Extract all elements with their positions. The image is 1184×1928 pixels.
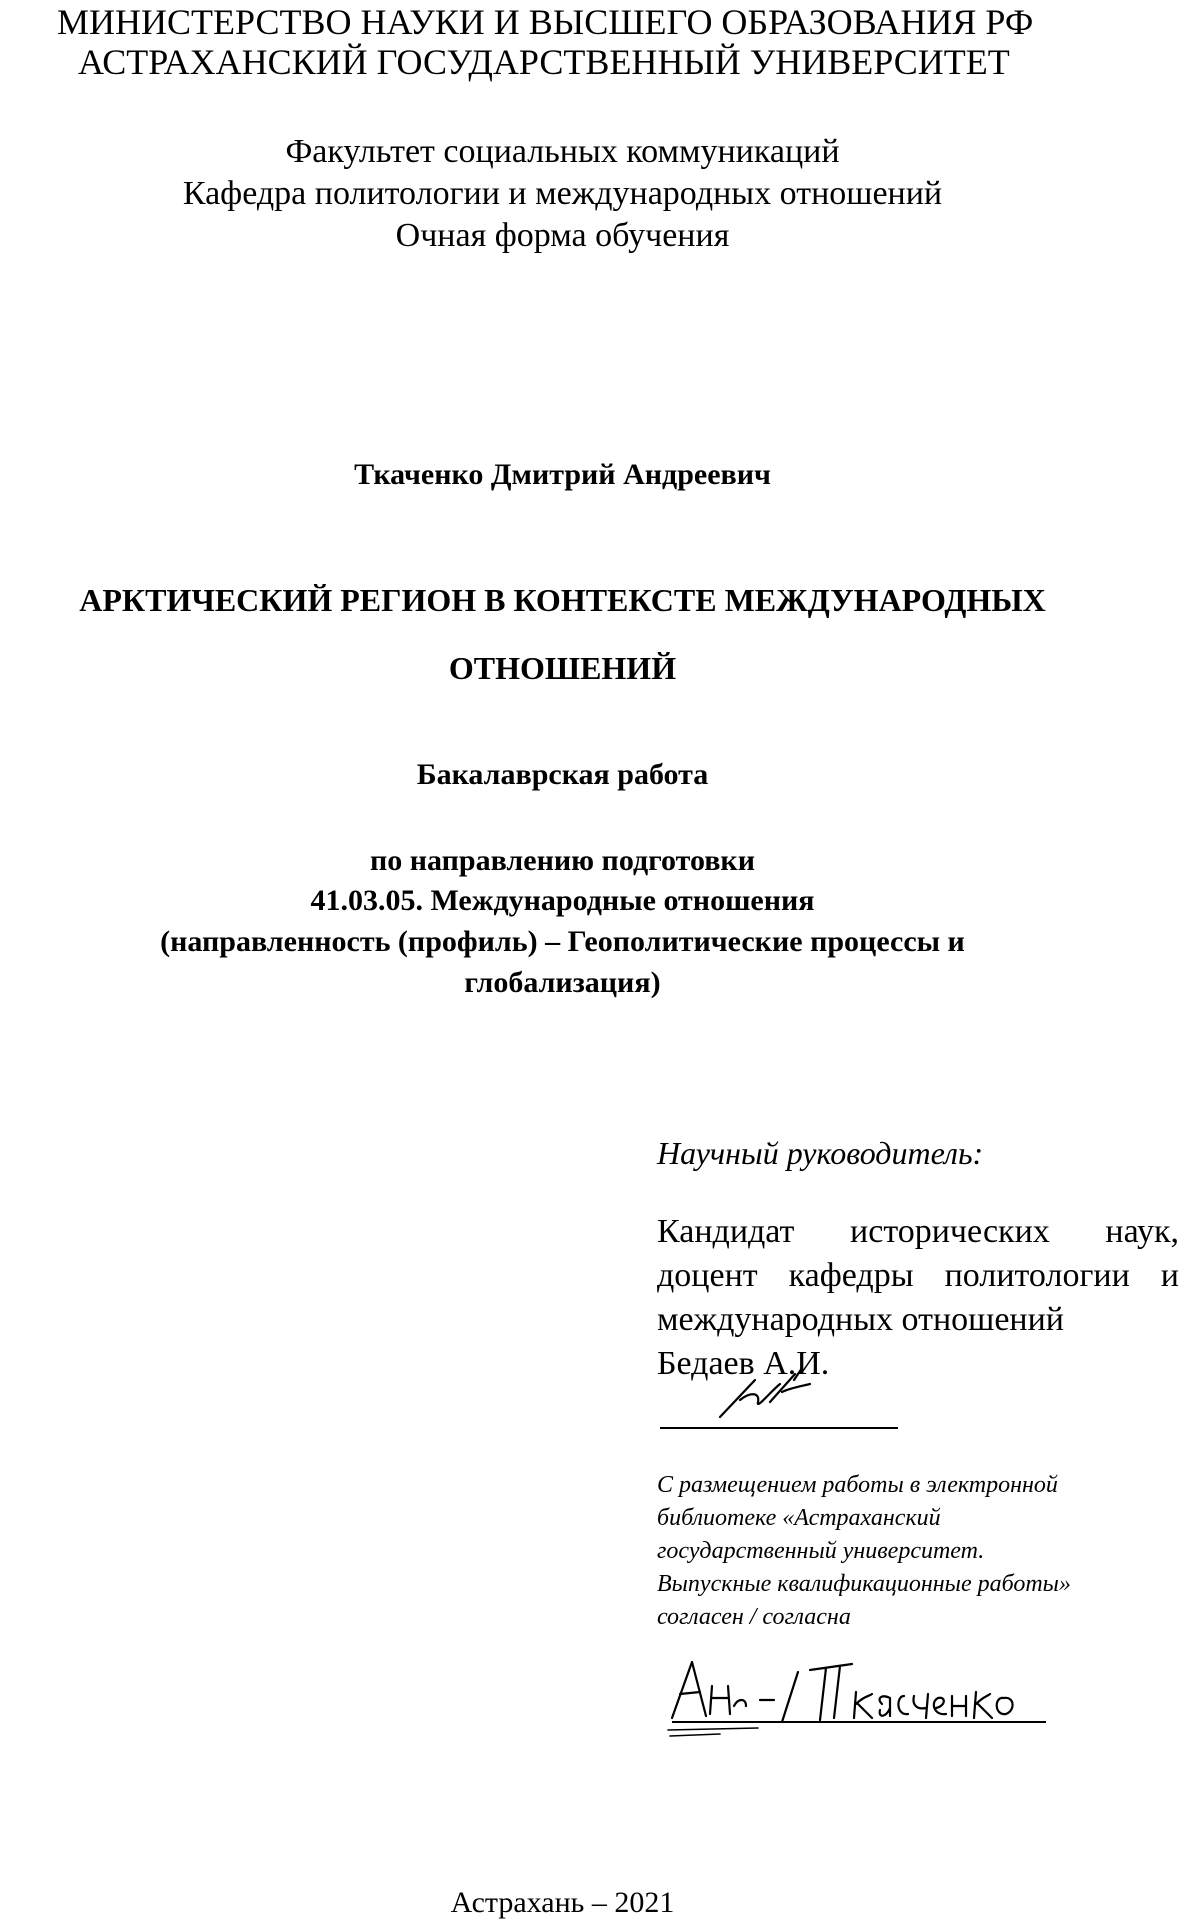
university-name: АСТРАХАНСКИЙ ГОСУДАРСТВЕННЫЙ УНИВЕРСИТЕТ	[78, 42, 1010, 82]
supervisor-heading: Научный руководитель:	[657, 1135, 984, 1171]
supervisor-department: международных отношений	[657, 1301, 1065, 1338]
work-type: Бакалаврская работа	[416, 758, 709, 791]
direction-line-1: по направлению подготовки	[369, 844, 756, 877]
author-name: Ткаченко Дмитрий Андреевич	[354, 458, 771, 491]
supervisor-name: Бедаев А.И.	[657, 1345, 830, 1382]
thesis-title-line-2: ОТНОШЕНИЙ	[448, 650, 677, 686]
consent-signature	[650, 1648, 1050, 1738]
supervisor-degree: Кандидат исторических наук,	[657, 1213, 1179, 1250]
consent-line-2: библиотеке «Астраханский	[657, 1505, 941, 1531]
supervisor-signature	[710, 1362, 820, 1422]
faculty-name: Факультет социальных коммуникаций	[285, 133, 840, 170]
consent-line-5: согласен / согласна	[657, 1604, 851, 1630]
supervisor-signature-line	[660, 1427, 898, 1429]
thesis-title-line-1: АРКТИЧЕСКИЙ РЕГИОН В КОНТЕКСТЕ МЕЖДУНАРОДНЫХ	[79, 582, 1046, 618]
supervisor-position: доцент кафедры политологии и	[657, 1257, 1179, 1294]
direction-line-4: глобализация)	[464, 966, 661, 999]
direction-line-2: 41.03.05. Международные отношения	[310, 884, 815, 917]
ministry-name: МИНИСТЕРСТВО НАУКИ И ВЫСШЕГО ОБРАЗОВАНИЯ РФ	[57, 2, 1034, 42]
place-year: Астрахань – 2021	[450, 1886, 675, 1919]
study-form: Очная форма обучения	[395, 217, 730, 254]
consent-line-4: Выпускные квалификационные работы»	[657, 1571, 1071, 1597]
consent-signature-line	[672, 1721, 1046, 1723]
direction-line-3: (направленность (профиль) – Геополитические процессы и	[160, 925, 965, 958]
department-name: Кафедра политологии и международных отношений	[182, 175, 943, 212]
consent-line-1: С размещением работы в электронной	[657, 1472, 1058, 1498]
consent-line-3: государственный университет.	[657, 1538, 985, 1564]
